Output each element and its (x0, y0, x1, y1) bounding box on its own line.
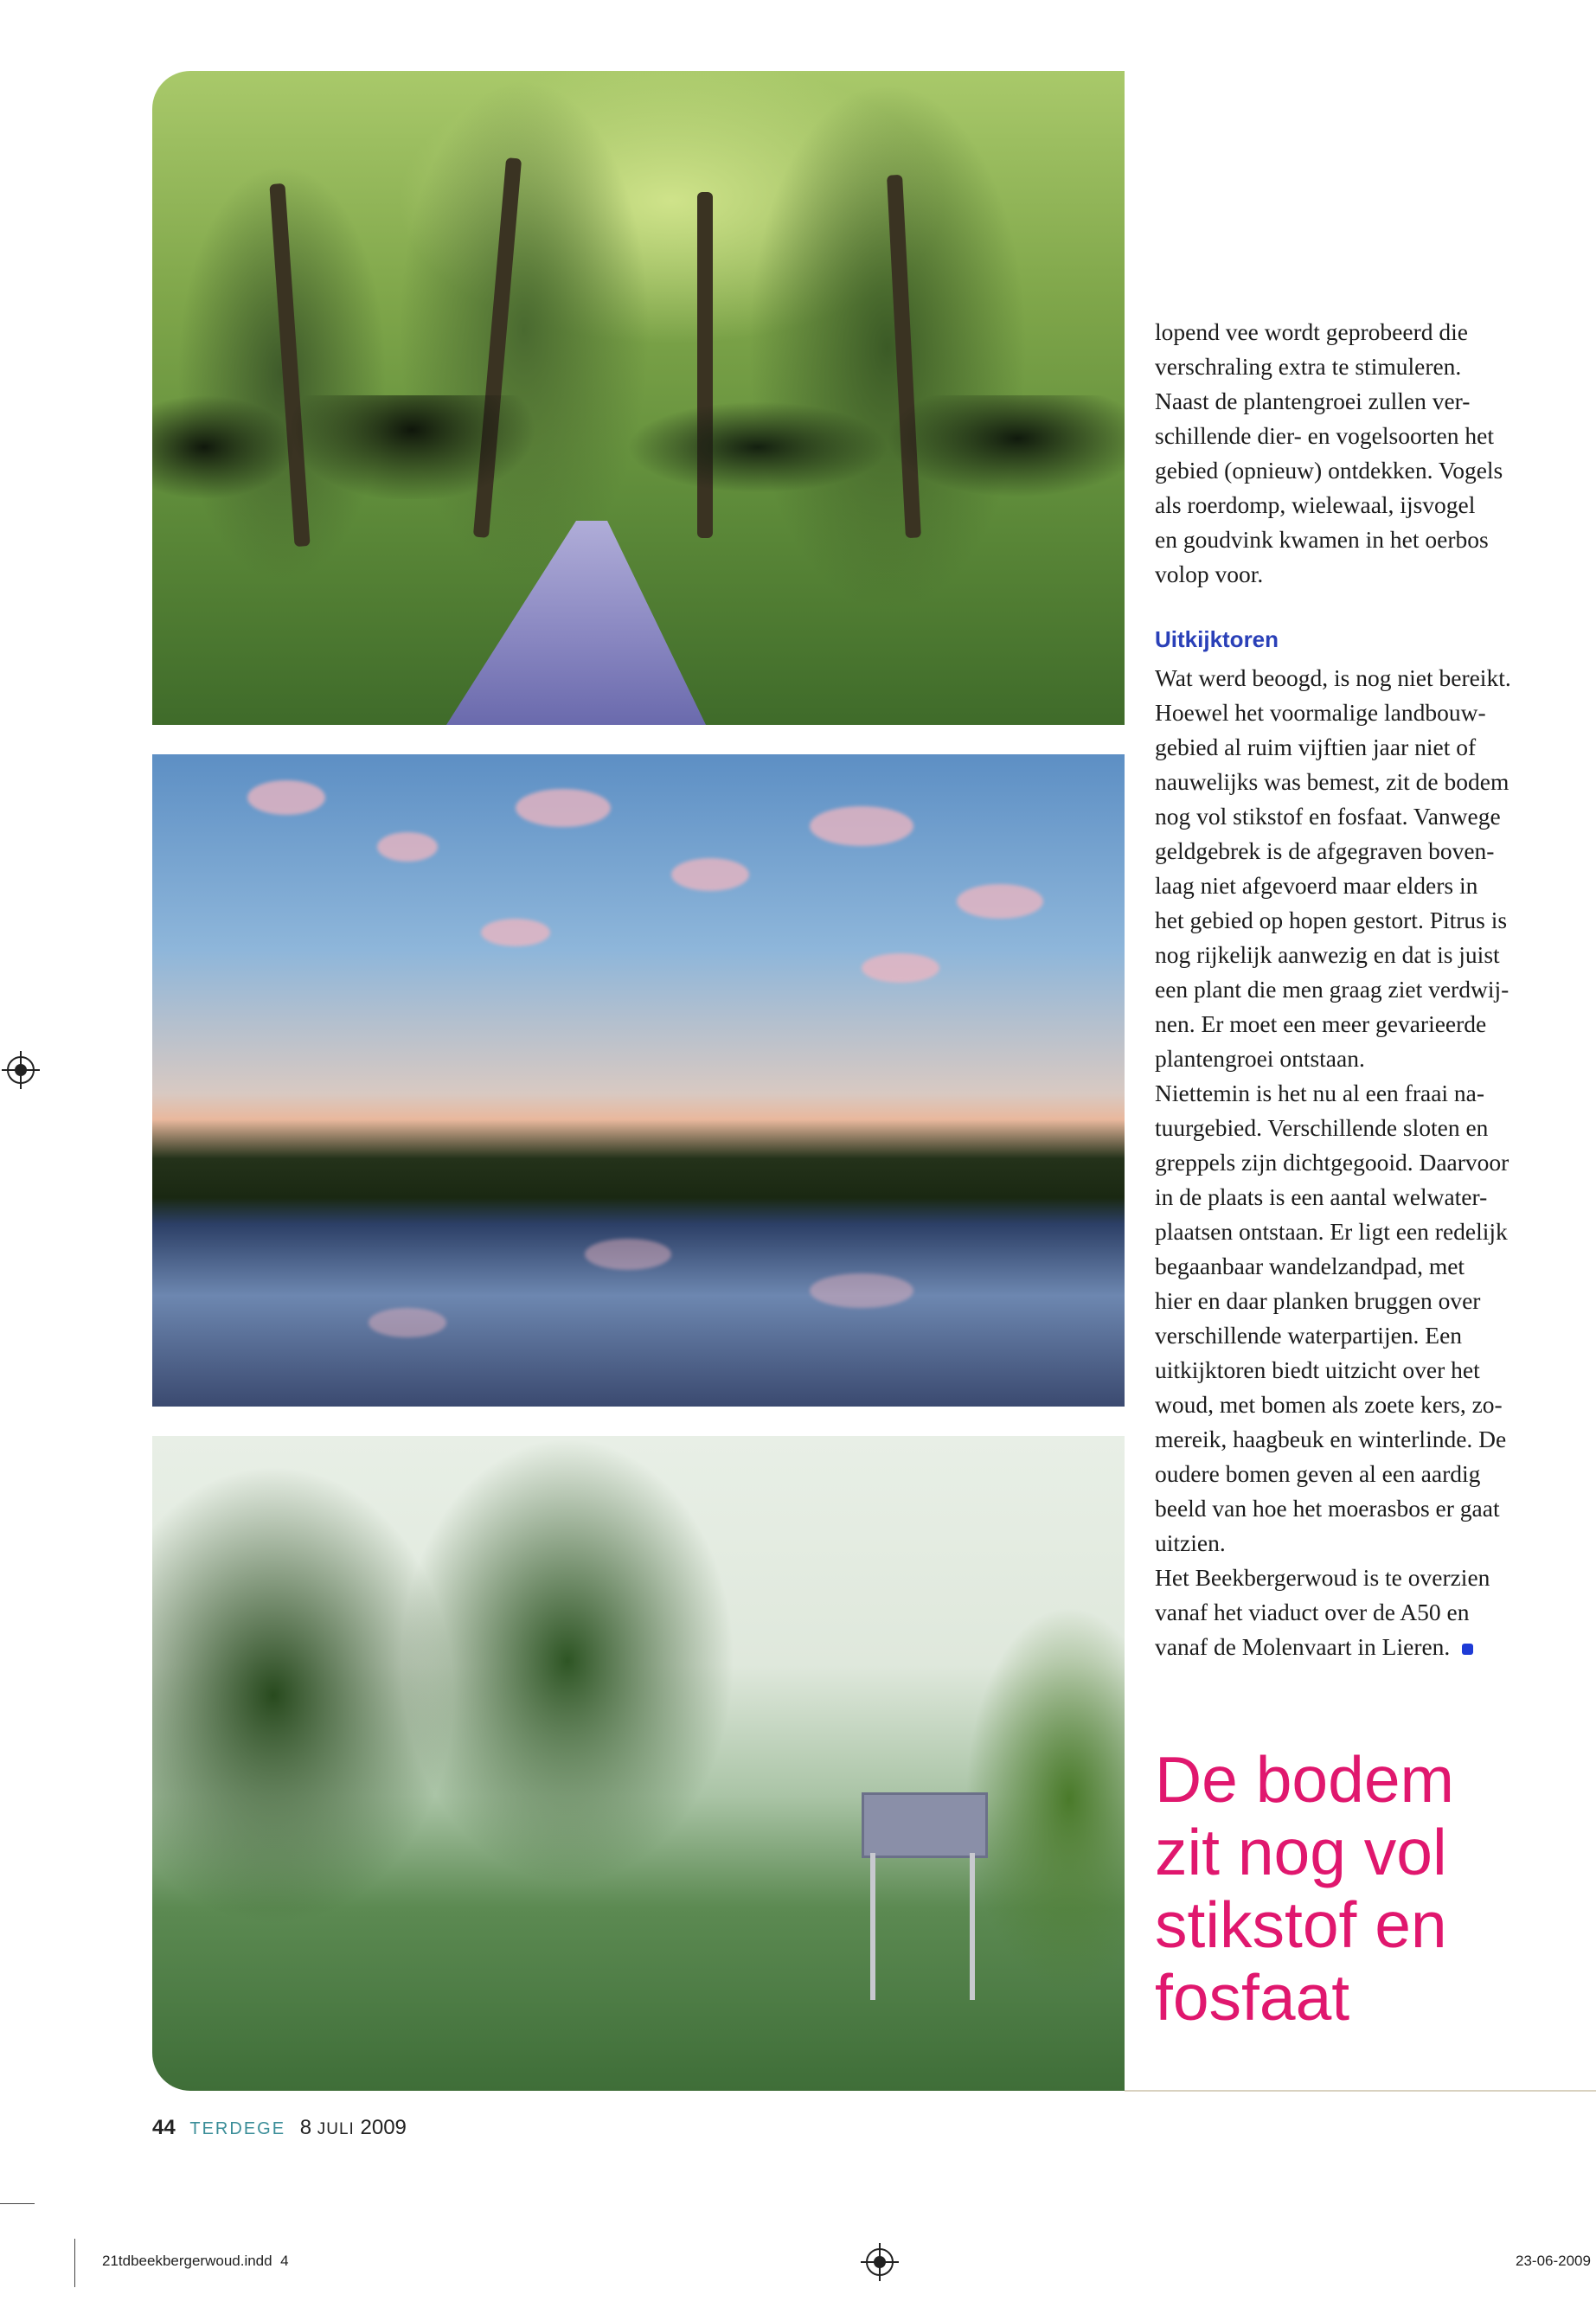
watchtower-leg (970, 1853, 975, 2000)
slug-file (102, 2253, 289, 2270)
slug-date: 23-06-2009 (1516, 2253, 1591, 2269)
text-line: nog vol stikstof en fosfaat. Vanwege (1155, 803, 1501, 830)
text-line: verschillende waterpartijen. Een (1155, 1322, 1463, 1349)
cloud (377, 832, 438, 862)
text-line: gebied al ruim vijftien jaar niet of (1155, 734, 1477, 760)
cloud (247, 780, 325, 815)
issue-year: 2009 (360, 2116, 407, 2139)
section-subheading: Uitkijktoren (1155, 626, 1279, 652)
pull-quote (1155, 1743, 1579, 2034)
registration-mark-icon (7, 1056, 35, 1084)
watchtower (862, 1792, 988, 1858)
text-line: als roerdomp, wielewaal, ijsvogel (1155, 491, 1476, 518)
text-line: beeld van hoe het moerasbos er gaat (1155, 1495, 1500, 1522)
page-folio (152, 2116, 407, 2140)
forest-path (446, 521, 706, 725)
text-line: oudere bomen geven al een aardig (1155, 1460, 1481, 1487)
pull-quote-line: fosfaat (1155, 1961, 1350, 2034)
text-line-content: vanaf de Molenvaart in Lieren. (1155, 1633, 1451, 1660)
issue-day: 8 (299, 2116, 312, 2139)
cloud (516, 789, 611, 827)
text-line: tuurgebied. Verschillende sloten en (1155, 1114, 1489, 1141)
text-line: woud, met bomen als zoete kers, zo- (1155, 1391, 1503, 1418)
cloud (957, 884, 1043, 919)
cloud (671, 858, 749, 891)
cloud (810, 806, 913, 846)
text-line: een plant die men graag ziet verdwij- (1155, 976, 1509, 1003)
article-paragraph-2 (1155, 661, 1579, 1664)
registration-mark-icon (866, 2248, 894, 2276)
text-line: plantengroei ontstaan. (1155, 1045, 1365, 1072)
text-line: Hoewel het voormalige landbouw- (1155, 699, 1486, 726)
text-line: vanaf het viaduct over de A50 en (1155, 1599, 1470, 1625)
cloud-reflection (585, 1239, 671, 1270)
text-line: Het Beekbergerwoud is te overzien (1155, 1564, 1490, 1591)
text-line: het gebied op hopen gestort. Pitrus is (1155, 907, 1508, 933)
issue-month: JULI (317, 2120, 355, 2138)
issue-date (300, 2116, 407, 2139)
text-line: laag niet afgevoerd maar elders in (1155, 872, 1478, 899)
photo-column (152, 71, 1125, 2091)
text-line: uitzien. (1155, 1529, 1226, 1556)
text-line: mereik, haagbeuk en winterlinde. De (1155, 1426, 1507, 1452)
cloud (862, 953, 939, 983)
text-line: geldgebrek is de afgegraven boven- (1155, 837, 1495, 864)
magazine-name: TERDEGE (189, 2119, 286, 2138)
text-line: in de plaats is een aantal welwater- (1155, 1183, 1488, 1210)
cloud-reflection (810, 1273, 913, 1308)
text-line: lopend vee wordt geprobeerd die (1155, 318, 1468, 345)
watchtower-meadow-photo (152, 1436, 1125, 2091)
crop-mark (74, 2239, 75, 2287)
text-line: begaanbaar wandelzandpad, met (1155, 1253, 1465, 1279)
text-line: Naast de plantengroei zullen ver- (1155, 388, 1471, 414)
text-line: Niettemin is het nu al een fraai na- (1155, 1080, 1485, 1106)
text-line: Wat werd beoogd, is nog niet bereikt. (1155, 664, 1511, 691)
text-line: plaatsen ontstaan. Er ligt een redelijk (1155, 1218, 1508, 1245)
text-line: schillende dier- en vogelsoorten het (1155, 422, 1494, 449)
text-line: nauwelijks was bemest, zit de bodem (1155, 768, 1509, 795)
pull-quote-line: stikstof en (1155, 1888, 1447, 1961)
pond-sunrise-photo (152, 754, 1125, 1407)
slug-filename: 21tdbeekbergerwoud.indd (102, 2253, 272, 2269)
text-line: gebied (opnieuw) ontdekken. Vogels (1155, 457, 1503, 484)
text-line: nen. Er moet een meer gevarieerde (1155, 1010, 1487, 1037)
text-line: greppels zijn dichtgegooid. Daarvoor (1155, 1149, 1509, 1176)
cloud (481, 919, 550, 946)
text-line: hier en daar planken bruggen over (1155, 1287, 1481, 1314)
text-line: nog rijkelijk aanwezig en dat is juist (1155, 941, 1500, 968)
text-line: uitkijktoren biedt uitzicht over het (1155, 1356, 1480, 1383)
cloud-reflection (369, 1308, 446, 1337)
treeline-silhouette (152, 395, 1125, 499)
slug-page: 4 (280, 2253, 289, 2269)
pull-quote-line: zit nog vol (1155, 1816, 1447, 1888)
text-line: verschraling extra te stimuleren. (1155, 353, 1462, 380)
crop-mark (0, 2203, 35, 2204)
article-paragraph-1 (1155, 315, 1579, 592)
end-of-article-icon (1462, 1644, 1473, 1655)
watchtower-leg (870, 1853, 875, 2000)
bottom-rule (1125, 2090, 1596, 2092)
pull-quote-line: De bodem (1155, 1743, 1455, 1816)
page-number: 44 (152, 2116, 176, 2139)
text-line (1155, 1630, 1579, 1664)
text-line: volop voor. (1155, 561, 1264, 587)
text-line: en goudvink kwamen in het oerbos (1155, 526, 1489, 553)
